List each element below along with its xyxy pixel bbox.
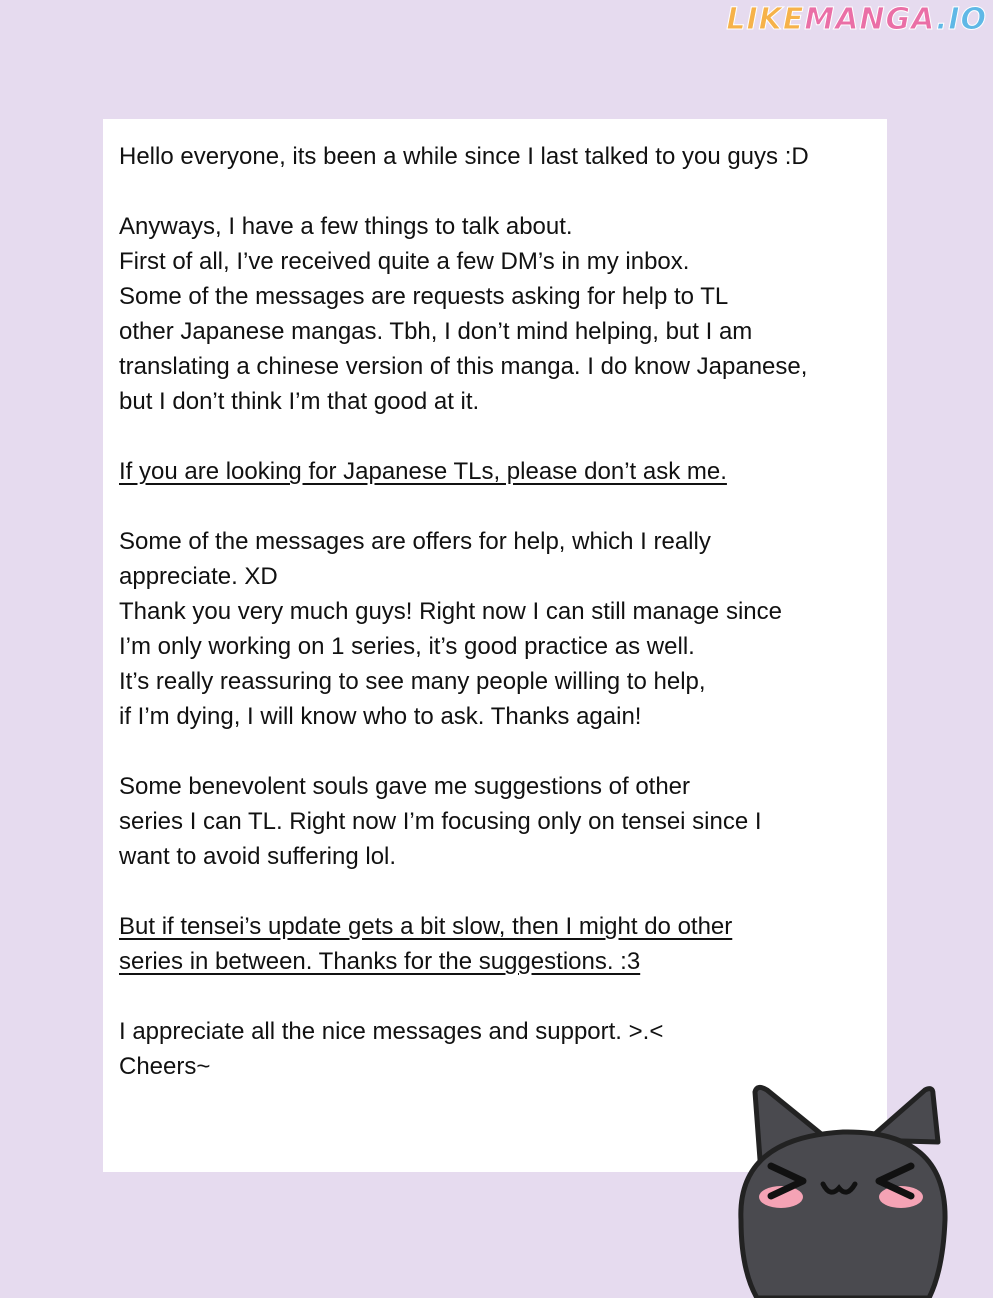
note-line: Anyways, I have a few things to talk about. [119, 213, 573, 240]
note-line: First of all, I’ve received quite a few DM’s in my inbox. [119, 248, 690, 275]
note-blank-line [119, 734, 879, 769]
note-line: I appreciate all the nice messages and support. >.< [119, 1018, 664, 1045]
note-line: Hello everyone, its been a while since I last talked to you guys :D [119, 143, 809, 170]
cat-icon [741, 1087, 945, 1298]
note-line: Some of the messages are offers for help, which I really [119, 528, 711, 555]
note-line: translating a chinese version of this manga. I do know Japanese, [119, 353, 808, 380]
watermark-part-2: MANGA [804, 2, 936, 37]
note-line-underlined: But if tensei’s update gets a bit slow, then I might do other [119, 913, 733, 940]
note-line: Some of the messages are requests asking for help to TL [119, 283, 729, 310]
note-line-underlined: If you are looking for Japanese TLs, please don’t ask me. [119, 458, 727, 485]
note-blank-line [119, 874, 879, 909]
note-line: if I’m dying, I will know who to ask. Thanks again! [119, 703, 642, 730]
note-line: series I can TL. Right now I’m focusing only on tensei since I [119, 808, 762, 835]
cat-mascot-illustration [733, 1080, 993, 1298]
watermark-part-1: LIKE [726, 2, 805, 37]
note-line: It’s really reassuring to see many people willing to help, [119, 668, 706, 695]
note-line: other Japanese mangas. Tbh, I don’t mind helping, but I am [119, 318, 753, 345]
note-blank-line [119, 979, 879, 1014]
note-blank-line [119, 174, 879, 209]
note-line-underlined: series in between. Thanks for the suggestions. :3 [119, 948, 641, 975]
note-blank-line [119, 419, 879, 454]
note-line: Some benevolent souls gave me suggestions of other [119, 773, 691, 800]
site-watermark [726, 2, 987, 37]
note-line: Thank you very much guys! Right now I can still manage since [119, 598, 782, 625]
note-line: Cheers~ [119, 1053, 211, 1080]
note-line: want to avoid suffering lol. [119, 843, 397, 870]
note-line: but I don’t think I’m that good at it. [119, 388, 480, 415]
note-blank-line [119, 489, 879, 524]
watermark-part-3: .IO [935, 2, 987, 37]
translator-note [103, 119, 887, 1172]
note-line: I’m only working on 1 series, it’s good practice as well. [119, 633, 695, 660]
note-line: appreciate. XD [119, 563, 278, 590]
